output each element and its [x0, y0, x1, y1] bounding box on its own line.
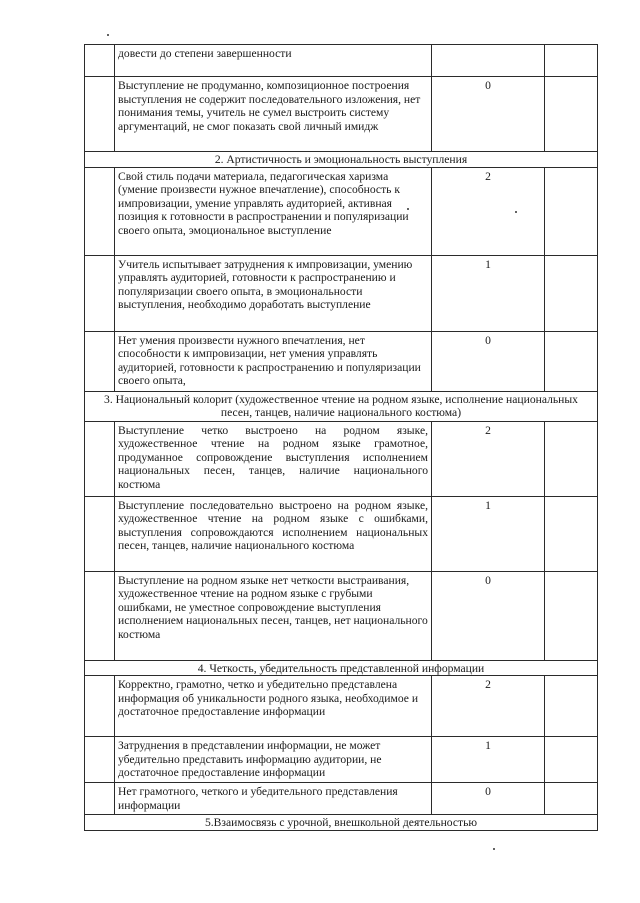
mark-cell — [545, 77, 598, 152]
mark-cell — [545, 571, 598, 660]
criteria-row — [85, 783, 598, 815]
score-cell: 2 — [432, 167, 545, 255]
criteria-row — [85, 255, 598, 331]
score-cell: 1 — [432, 737, 545, 783]
number-cell — [85, 77, 115, 152]
criterion-description: Нет грамотного, четкого и убедительного представления информации — [115, 783, 432, 815]
scan-speck — [493, 848, 495, 850]
score-cell: 2 — [432, 421, 545, 496]
mark-cell — [545, 167, 598, 255]
criterion-description: Выступление на родном языке нет четкости выстраивания, художественное чтение на родном языке с грубыми ошибками, не уместное сопровождение выступления исполнением национальных песен, танцев, нет национального костюма — [115, 571, 432, 660]
criteria-row — [85, 77, 598, 152]
criterion-description: Затруднения в представлении информации, не может убедительно представить информацию аудитории, не достаточное предоставление информации — [115, 737, 432, 783]
criterion-description: Выступление последовательно выстроено на родном языке, художественное чтение на родном языке с ошибками, выступления сопровождаются исполнением национальных песен, танцев, наличие национального костюма — [115, 496, 432, 571]
number-cell — [85, 331, 115, 391]
criteria-row — [85, 571, 598, 660]
mark-cell — [545, 496, 598, 571]
mark-cell — [545, 783, 598, 815]
criterion-description: Выступление четко выстроено на родном языке, художественное чтение на родном языке грамотное, продуманное сопровождение выступления исполнением национальных песен, танцев, наличие национального костюма — [115, 421, 432, 496]
criterion-description: Учитель испытывает затруднения к импровизации, умению управлять аудиторией, готовности к распространению и популяризации своего опыта, в эмоциональности выступления, необходимо доработать выступление — [115, 255, 432, 331]
score-cell: 0 — [432, 331, 545, 391]
score-cell: 0 — [432, 77, 545, 152]
criteria-row — [85, 45, 598, 77]
score-cell: 0 — [432, 571, 545, 660]
number-cell — [85, 255, 115, 331]
section-title: 4. Четкость, убедительность представленной информации — [85, 660, 598, 676]
number-cell — [85, 496, 115, 571]
score-cell: 1 — [432, 255, 545, 331]
number-cell — [85, 45, 115, 77]
section-header-row — [85, 152, 598, 168]
criterion-description: Корректно, грамотно, четко и убедительно представлена информация об уникальности родного языка, необходимое и достаточное предоставление информации — [115, 676, 432, 737]
criterion-description: Свой стиль подачи материала, педагогическая харизма (умение произвести нужное впечатление), способность к импровизации, умение управлять аудиторией, активная позиция к готовности в распространении и популяризации своего опыта, эмоциональное выступление — [115, 167, 432, 255]
criteria-row — [85, 676, 598, 737]
mark-cell — [545, 737, 598, 783]
mark-cell — [545, 676, 598, 737]
score-cell: 2 — [432, 676, 545, 737]
number-cell — [85, 783, 115, 815]
score-cell — [432, 45, 545, 77]
mark-cell — [545, 45, 598, 77]
number-cell — [85, 421, 115, 496]
section-title: 5.Взаимосвязь с урочной, внешкольной деятельностью — [85, 815, 598, 831]
mark-cell — [545, 331, 598, 391]
number-cell — [85, 571, 115, 660]
criteria-row — [85, 167, 598, 255]
criteria-row — [85, 737, 598, 783]
section-title: 2. Артистичность и эмоциональность выступления — [85, 152, 598, 168]
number-cell — [85, 167, 115, 255]
criteria-row — [85, 421, 598, 496]
score-cell: 1 — [432, 496, 545, 571]
mark-cell — [545, 421, 598, 496]
criterion-description: Нет умения произвести нужного впечатления, нет способности к импровизации, нет умения управлять аудиторией, готовности к распространению и популяризации своего опыта, — [115, 331, 432, 391]
number-cell — [85, 676, 115, 737]
criteria-row — [85, 331, 598, 391]
section-header-row — [85, 660, 598, 676]
criteria-table — [84, 44, 598, 831]
score-cell: 0 — [432, 783, 545, 815]
number-cell — [85, 737, 115, 783]
section-header-row — [85, 391, 598, 421]
criterion-description: Выступление не продуманно, композиционное построения выступления не содержит последовательного изложения, нет понимания темы, учитель не сумел выстроить систему аргументаций, не смог показать свой личный имидж — [115, 77, 432, 152]
section-header-row — [85, 815, 598, 831]
criteria-row — [85, 496, 598, 571]
criterion-description: довести до степени завершенности — [115, 45, 432, 77]
section-title: 3. Национальный колорит (художественное чтение на родном языке, исполнение национальных песен, танцев, наличие национального костюма) — [85, 391, 598, 421]
scan-speck — [107, 34, 109, 36]
mark-cell — [545, 255, 598, 331]
